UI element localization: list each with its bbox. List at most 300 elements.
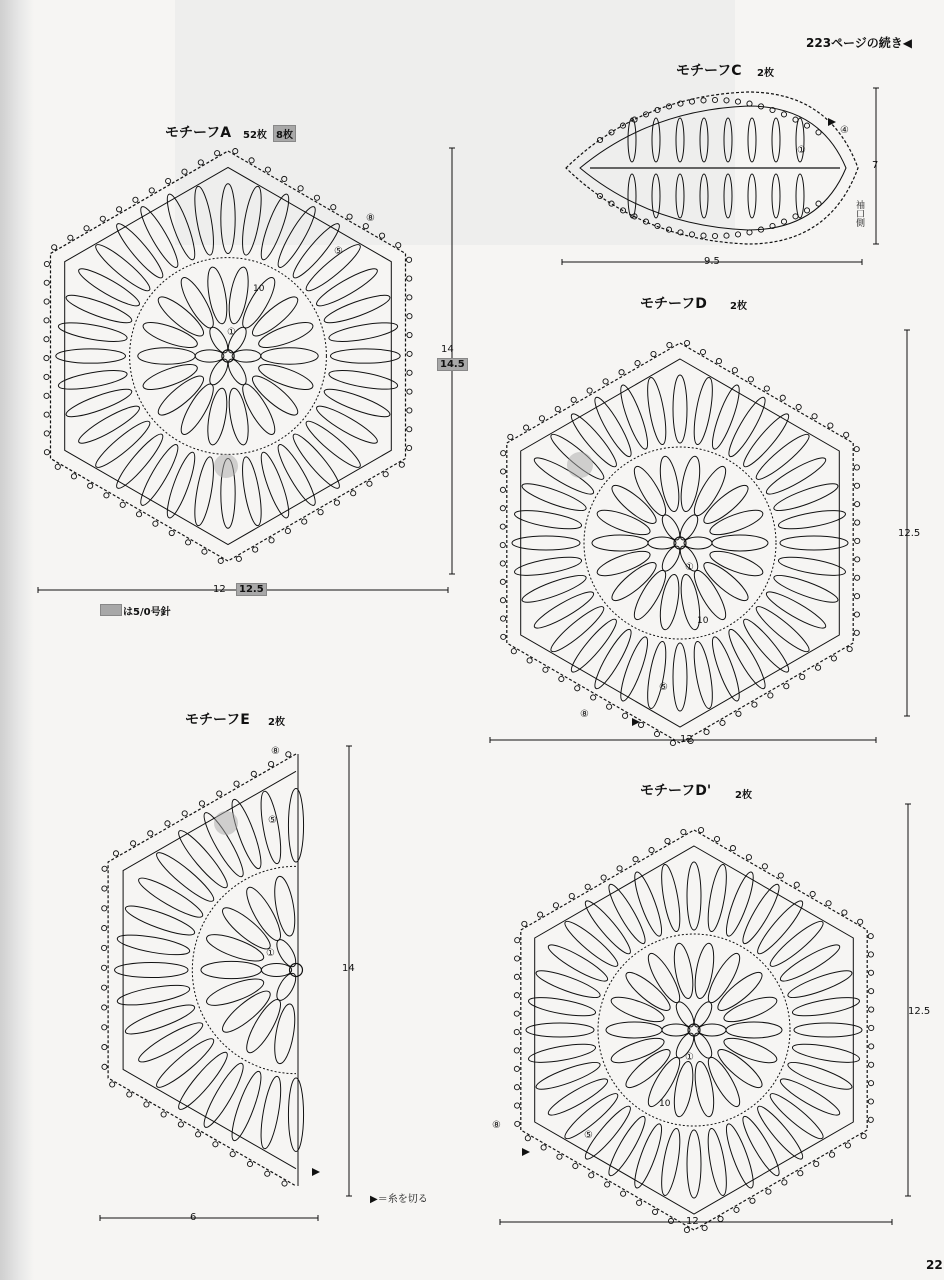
motif-a-picot <box>153 521 158 526</box>
motif-e-inner-petal <box>241 883 286 944</box>
motif-a-picot <box>133 197 138 202</box>
motif-d-picot <box>768 693 773 698</box>
motif-e-picot <box>182 811 187 816</box>
motif-e-picot <box>102 1044 107 1049</box>
motif-e-picot <box>148 831 153 836</box>
motif-d-prime-picot <box>569 893 574 898</box>
motif-e-outer-petal <box>199 1060 249 1131</box>
motif-e-picot <box>102 926 107 931</box>
motif-a-picot <box>298 186 303 191</box>
motif-a-outer-petal <box>75 401 143 448</box>
motif-d-picot <box>501 616 506 621</box>
motif-d-prime-outer-petal <box>777 940 843 986</box>
motif-e-inner-petal <box>241 996 286 1057</box>
motif-a-outer-petal <box>239 185 265 256</box>
motif-d-prime-inner-petal <box>671 1060 696 1118</box>
motif-a-outer-petal <box>273 441 320 509</box>
motif-c-title: モチーフC <box>676 63 742 79</box>
motif-e-picot <box>286 752 291 757</box>
motif-a-picot <box>285 528 290 533</box>
motif-a-inner-petal <box>140 360 200 395</box>
motif-e-outer-petal <box>257 790 285 865</box>
motif-a-inner-petal <box>261 348 318 364</box>
motif-a-round-8: ⑧ <box>366 213 375 224</box>
motif-e-picot <box>102 945 107 950</box>
motif-d-picot <box>854 594 859 599</box>
motif-d-prime-round-8: ⑧ <box>492 1120 501 1131</box>
motif-d-prime-title: モチーフD' <box>640 783 712 799</box>
motif-d-width: 12 <box>680 734 693 745</box>
motif-d-round-5: ⑤ <box>659 682 668 693</box>
motif-d-inner-petal <box>657 573 682 631</box>
motif-d-picot <box>855 538 860 543</box>
motif-d-prime-round-1: ① <box>685 1052 694 1063</box>
motif-c-lower-petal <box>748 174 756 218</box>
motif-e-picot <box>102 886 107 891</box>
motif-d-picot <box>500 524 505 529</box>
motif-d-prime-inner-petal <box>726 1022 782 1038</box>
motif-a-outer-petal <box>328 367 399 393</box>
motif-c-height: 7 <box>872 160 879 171</box>
motif-d-prime-picot <box>538 912 543 917</box>
motif-d-prime-picot <box>714 836 719 841</box>
motif-e-round-1: ① <box>266 948 275 959</box>
motif-a-outer-petal <box>313 401 381 448</box>
motif-a-outer-petal <box>75 264 143 311</box>
motif-a-round-10: 10 <box>253 284 265 294</box>
motif-d-inner-petal <box>678 455 703 513</box>
motif-d-outer-petal <box>531 587 597 633</box>
motif-e-picot <box>127 1092 132 1097</box>
motif-a-picot <box>407 314 412 319</box>
motif-d-picot <box>508 434 513 439</box>
motif-a-inner-petal <box>237 274 280 332</box>
motif-d-picot <box>732 368 737 373</box>
motif-d-prime-picot <box>515 1121 520 1126</box>
motif-e-height: 14 <box>342 963 355 974</box>
motif-d-picot <box>607 704 612 709</box>
motif-d-prime-round-10: 10 <box>659 1099 671 1109</box>
motif-d-prime-picot <box>762 864 767 869</box>
motif-d-picot <box>511 649 516 654</box>
motif-a-inner-petal <box>154 371 209 420</box>
motif-a-inner-edge <box>65 167 392 544</box>
motif-a-picot <box>44 393 49 398</box>
motif-d-prime-picot <box>621 1191 626 1196</box>
motif-e-inner-petal <box>204 929 267 966</box>
motif-a-outer-petal <box>313 264 381 311</box>
motif-a-picot <box>407 295 412 300</box>
motif-c-cut-marker <box>828 118 836 126</box>
motif-d-picot <box>500 487 505 492</box>
motif-d-picot <box>651 351 656 356</box>
motif-d-center-petal <box>684 537 712 549</box>
motif-d-prime-inner-petal <box>721 1033 779 1067</box>
motif-d-prime-picot <box>525 1136 530 1141</box>
motif-a-picot <box>71 474 76 479</box>
motif-d-outer-petal <box>780 536 848 550</box>
motif-d-highlight <box>567 452 593 478</box>
motif-d-picot <box>815 665 820 670</box>
motif-a-picot <box>202 549 207 554</box>
motif-a-picot <box>52 245 57 250</box>
motif-d-prime-picot <box>573 1163 578 1168</box>
motif-d-prime-picot <box>869 1025 874 1030</box>
motif-a-picot <box>347 214 352 219</box>
motif-d-picot <box>500 542 505 547</box>
motif-d-outer-petal <box>644 640 670 709</box>
motif-a-picot <box>383 472 388 477</box>
motif-c-upper-petal <box>676 118 684 162</box>
motif-d-height: 12.5 <box>898 528 921 539</box>
motif-a-picot <box>100 216 105 221</box>
motif-d-prime-picot <box>869 1044 874 1049</box>
motif-a-picot <box>88 483 93 488</box>
motif-d-outer-petal <box>520 479 589 515</box>
motif-d-picot <box>828 423 833 428</box>
motif-d-prime-picot <box>541 1145 546 1150</box>
motif-d-inner-petal <box>595 546 653 580</box>
motif-d-prime-outer-petal <box>738 881 784 947</box>
motif-a-highlight <box>214 454 238 478</box>
motif-a-picot <box>215 151 220 156</box>
motif-e-outer-petal <box>115 962 188 977</box>
motif-d-outer-petal <box>520 571 589 607</box>
motif-d-prime-round-5: ⑤ <box>584 1130 593 1141</box>
motif-a-picot <box>331 205 336 210</box>
motif-c-picot <box>804 123 809 128</box>
motif-a-outer-petal <box>331 349 401 363</box>
motif-d-outer-petal <box>673 375 687 443</box>
motif-a-picot <box>363 224 368 229</box>
motif-e-round-8: ⑧ <box>271 746 280 757</box>
motif-d-prime-picot <box>514 956 519 961</box>
motif-a-inner-petal <box>154 292 209 341</box>
motif-d-picot <box>855 502 860 507</box>
motif-c-picot <box>793 214 798 219</box>
motif-d-prime-picot <box>826 901 831 906</box>
motif-d-prime-height: 12.5 <box>908 1006 931 1017</box>
motif-a-picot <box>120 502 125 507</box>
motif-a-picot <box>314 195 319 200</box>
motif-d-outer-petal <box>724 394 770 460</box>
motif-d-outer-petal <box>673 643 687 711</box>
motif-d-inner-petal <box>629 567 671 623</box>
motif-d-picot <box>784 684 789 689</box>
motif-d-outer-petal <box>724 626 770 692</box>
motif-d-picot <box>854 630 859 635</box>
motif-d-prime-outer-petal <box>786 1058 855 1094</box>
continued-from-page: 223ページの続き◀ <box>806 36 913 50</box>
motif-d-picot <box>500 506 505 511</box>
motif-e-picot <box>165 821 170 826</box>
motif-a-picot <box>55 464 60 469</box>
motif-a-picot <box>186 540 191 545</box>
motif-c-lower-petal <box>628 174 636 218</box>
motif-a-picot <box>44 261 49 266</box>
motif-d-prime-outer-petal <box>687 1130 701 1198</box>
motif-d-picot <box>855 520 860 525</box>
hook-size-legend: は5/0号針 <box>123 607 171 618</box>
motif-d-prime-width: 12 <box>686 1216 699 1227</box>
motif-a-picot <box>44 355 49 360</box>
motif-d-prime-picot <box>617 866 622 871</box>
motif-a-outer-petal <box>322 384 392 421</box>
motif-d-prime-picot <box>633 857 638 862</box>
motif-e-picot <box>251 771 256 776</box>
motif-d-prime-picot <box>810 891 815 896</box>
motif-a-picot <box>406 257 411 262</box>
motif-e-outer-petal <box>288 1078 303 1151</box>
motif-d-inner-petal <box>699 557 752 605</box>
motif-a-picot <box>218 558 223 563</box>
motif-d-prime-picot <box>869 1007 874 1012</box>
motif-d-outer-petal <box>763 587 829 633</box>
motif-e-picot <box>102 866 107 871</box>
motif-d-picot <box>555 406 560 411</box>
motif-d-prime-picot <box>868 1099 873 1104</box>
motif-a-outer-petal <box>191 185 217 256</box>
motif-d-inner-petal <box>699 480 752 528</box>
motif-e-picot <box>217 791 222 796</box>
motif-d-picot <box>575 686 580 691</box>
motif-a-picot <box>367 481 372 486</box>
motif-d-prime-outer-petal <box>527 994 596 1020</box>
motif-e-picot <box>101 985 106 990</box>
motif-d-prime-inner-petal <box>713 967 766 1015</box>
motif-d-outer-petal <box>644 376 670 445</box>
motif-d-prime-picot <box>514 993 519 998</box>
motif-c-picot <box>678 101 683 106</box>
motif-d-picot <box>587 388 592 393</box>
motif-a-center-petal <box>232 350 261 362</box>
motif-a-inner-petal <box>237 380 280 438</box>
motif-d-prime-inner-petal <box>621 1044 674 1092</box>
motif-e-picot <box>102 1064 107 1069</box>
motif-e-picot <box>265 1171 270 1176</box>
motif-d-prime-picot <box>649 848 654 853</box>
motif-d-outer-petal <box>777 553 846 579</box>
motif-e-picot <box>161 1112 166 1117</box>
motif-e-inner-petal <box>201 961 261 978</box>
motif-a-picot <box>44 412 49 417</box>
motif-a-inner-petal <box>138 348 195 364</box>
motif-a-inner-petal <box>256 360 316 395</box>
motif-a-inner-petal <box>226 266 252 325</box>
motif-c-upper-petal <box>724 118 732 162</box>
motif-d-prime-picot <box>665 838 670 843</box>
motif-d-prime-inner-petal <box>643 950 685 1006</box>
motif-a-picot <box>407 351 412 356</box>
motif-d-prime-picot <box>636 1200 641 1205</box>
motif-e-picot <box>102 1005 107 1010</box>
motif-d-prime-picot <box>601 875 606 880</box>
motif-d-outer-petal <box>772 571 841 607</box>
motif-e-count: 2枚 <box>268 717 285 728</box>
motif-e-inner-petal <box>218 986 275 1038</box>
motif-e-picot <box>230 1152 235 1157</box>
motif-c-picot <box>689 232 694 237</box>
motif-a-picot <box>399 462 404 467</box>
motif-a-outer-edge <box>51 151 406 561</box>
motif-d-prime-count: 2枚 <box>735 790 752 801</box>
motif-d-prime-picot <box>681 829 686 834</box>
motif-d-prime-center-petal <box>662 1024 690 1036</box>
motif-e-outer-petal <box>116 931 191 959</box>
motif-e-middle-ring <box>192 866 296 1073</box>
motif-e-picot <box>282 1181 287 1186</box>
motif-d-prime-picot <box>514 1048 519 1053</box>
motif-d-picot <box>764 386 769 391</box>
motif-d-prime-picot <box>868 970 873 975</box>
motif-d-prime-inner-petal <box>609 1033 667 1067</box>
motif-e-outer-petal <box>116 981 191 1009</box>
motif-d-prime-inner-petal <box>721 992 779 1026</box>
motif-c-lower-petal <box>700 174 708 218</box>
motif-c-lower-petal <box>724 174 732 218</box>
motif-d-picot <box>543 667 548 672</box>
motif-c-picot <box>701 98 706 103</box>
motif-d-picot <box>622 713 627 718</box>
motif-d-picot <box>654 731 659 736</box>
motif-c-picot <box>712 233 717 238</box>
motif-a-picot <box>407 276 412 281</box>
motif-e-picot <box>247 1161 252 1166</box>
motif-d-prime-picot <box>868 1117 873 1122</box>
motif-d-picot <box>527 658 532 663</box>
motif-a-inner-petal <box>256 317 316 352</box>
motif-a-height-alt: 14.5 <box>437 358 468 371</box>
motif-d-prime-outer-petal <box>704 863 730 932</box>
motif-d-picot <box>780 395 785 400</box>
motif-d-prime-outer-petal <box>791 1040 860 1066</box>
motif-a-picot <box>44 431 49 436</box>
motif-d-prime-picot <box>829 1152 834 1157</box>
motif-a-inner-petal <box>248 292 303 341</box>
motif-d-picot <box>500 469 505 474</box>
motif-d-prime-picot <box>798 1171 803 1176</box>
motif-a-outer-petal <box>328 319 399 345</box>
motif-a-outer-petal <box>136 441 183 509</box>
motif-e-outer-petal <box>123 901 197 940</box>
motif-d-picot <box>736 711 741 716</box>
motif-a-height: 14 <box>441 344 454 355</box>
motif-e-picot <box>113 851 118 856</box>
motif-d-picot <box>638 722 643 727</box>
motif-d-picot <box>635 361 640 366</box>
motif-e-picot <box>102 906 107 911</box>
motif-a-picot <box>407 408 412 413</box>
motif-d-picot <box>619 370 624 375</box>
motif-a-picot <box>198 160 203 165</box>
motif-e-inner-petal <box>204 974 267 1011</box>
motif-e-picot <box>196 1132 201 1137</box>
motif-a-picot <box>302 519 307 524</box>
motif-d-prime-picot <box>698 827 703 832</box>
motif-e-outer-petal <box>257 1075 285 1150</box>
motif-d-prime-outer-petal <box>534 966 603 1002</box>
motif-a-outer-petal <box>191 456 217 527</box>
motif-c-lower-petal <box>676 174 684 218</box>
motif-a-inner-petal <box>248 371 303 420</box>
motif-a-picot <box>407 427 412 432</box>
motif-c-picot <box>816 130 821 135</box>
motif-c-picot <box>781 219 786 224</box>
motif-a-picot <box>334 500 339 505</box>
motif-a-outer-petal <box>64 384 134 421</box>
motif-d-prime-picot <box>845 1143 850 1148</box>
motif-a-picot <box>44 280 49 285</box>
motif-d-inner-petal <box>689 567 731 623</box>
motif-a-picot <box>265 167 270 172</box>
motif-d-picot <box>591 695 596 700</box>
motif-d-round-1: ① <box>685 562 694 573</box>
motif-d-prime-inner-petal <box>692 1060 717 1118</box>
motif-e-picot <box>199 801 204 806</box>
motif-c-lower-petal <box>652 174 660 218</box>
motif-d-prime-inner-petal <box>713 1044 766 1092</box>
motif-d-inner-petal <box>607 557 660 605</box>
motif-d-picot <box>700 349 705 354</box>
motif-d-prime-middle-ring <box>598 934 790 1126</box>
motif-d-prime-inner-petal <box>703 1054 745 1110</box>
motif-e-picot <box>178 1122 183 1127</box>
motif-e-picot <box>101 965 106 970</box>
motif-d-inner-petal <box>607 480 660 528</box>
motif-d-prime-picot <box>868 952 873 957</box>
motif-e-inner-petal <box>218 902 275 954</box>
motif-c-round-1: ① <box>797 145 806 156</box>
motif-d-prime-inner-petal <box>703 950 745 1006</box>
motif-d-picot <box>854 612 859 617</box>
motif-a-picot <box>407 332 412 337</box>
motif-a-inner-petal <box>176 380 219 438</box>
motif-d-prime-inner-petal <box>621 967 674 1015</box>
motif-c-lower-petal <box>772 174 780 218</box>
motif-d-prime-outer-petal <box>687 862 701 930</box>
motif-d-picot <box>748 377 753 382</box>
motif-a-picot <box>407 370 412 375</box>
motif-c-picot <box>793 117 798 122</box>
motif-c-upper-petal <box>700 118 708 162</box>
motif-a-picot <box>44 318 49 323</box>
motif-d-title: モチーフD <box>640 296 707 312</box>
motif-c-picot <box>666 104 671 109</box>
motif-d-picot <box>684 340 689 345</box>
motif-d-picot <box>670 740 675 745</box>
motif-a-picot <box>44 299 49 304</box>
motif-a-outer-petal <box>56 349 126 363</box>
motif-d-outer-petal <box>777 507 846 533</box>
motif-a-picot <box>104 493 109 498</box>
motif-d-picot <box>559 676 564 681</box>
motif-e-picot <box>131 841 136 846</box>
motif-e-title: モチーフE <box>185 712 250 728</box>
motif-a-picot <box>318 510 323 515</box>
motif-d-prime-picot <box>782 1180 787 1185</box>
motif-d-inner-petal <box>592 535 648 551</box>
motif-d-picot <box>854 447 859 452</box>
motif-d-prime-inner-petal <box>692 942 717 1000</box>
motif-d-prime-picot <box>585 884 590 889</box>
motif-d-prime-picot <box>746 855 751 860</box>
motif-e-picot <box>102 1025 107 1030</box>
motif-d-inner-petal <box>712 535 768 551</box>
motif-a-picot <box>116 207 121 212</box>
motif-a-count: 52枚 <box>243 130 267 141</box>
motif-a-picot <box>84 226 89 231</box>
motif-e-picot <box>213 1142 218 1147</box>
